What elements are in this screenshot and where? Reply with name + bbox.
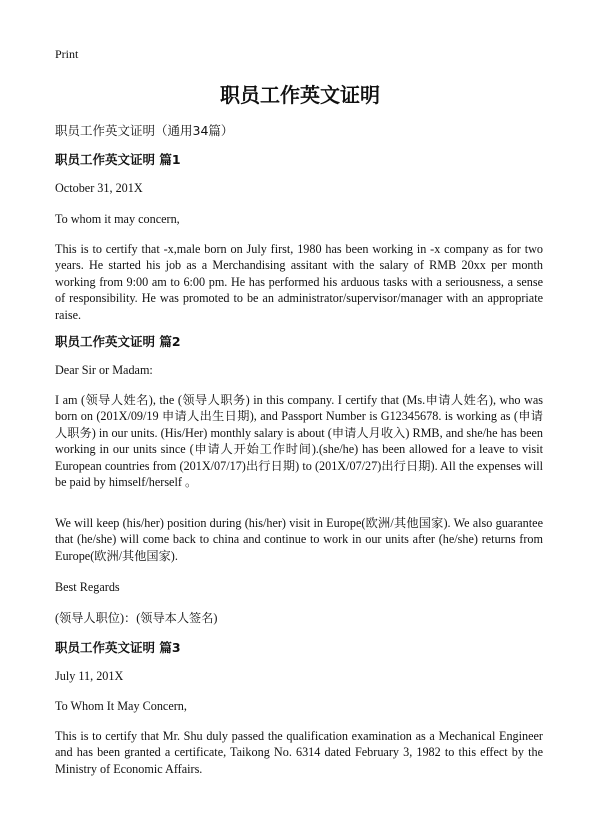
section-2-closing: Best Regards (55, 580, 120, 594)
section-1-heading: 职员工作英文证明 篇1 (55, 152, 181, 167)
section-2-paragraph-1: I am (领导人姓名), the (领导人职务) in this company. I certify that (Ms.申请人姓名), who was born on (201X/09/19 申请人出生日期), and Passport Number is G12345678. is working as (申请人职务) in our units. (His/Her) monthly salary is about (申请人月收入) RMB, and she/he has been working in our units since (申请人开始工作时间).(she/he) has been allowed for a leave to visit European countries from (201X/07/17)出行日期) to (201X/07/27)出行日期). All the expenses will be paid by himself/herself 。 (55, 393, 543, 490)
section-2-paragraph-2: We will keep (his/her) position during (his/her) visit in Europe(欧洲/其他国家). We also guarantee that (he/she) will come back to china and continue to work in our units after (he/she) returns from Europe(欧洲/其他国家). (55, 516, 543, 563)
section-3-date: July 11, 201X (55, 669, 124, 683)
page-title: 职员工作英文证明 (220, 83, 380, 107)
section-1-salutation: To whom it may concern, (55, 212, 180, 226)
section-2-salutation: Dear Sir or Madam: (55, 363, 153, 377)
section-3-paragraph: This is to certify that Mr. Shu duly passed the qualification examination as a Mechanical Engineer and has been granted a certificate, Taikong No. 6314 dated February 3, 1982 to this effect by the Ministry of Economic Affairs. (55, 729, 543, 776)
section-1-date: October 31, 201X (55, 181, 143, 195)
print-link[interactable]: Print (55, 47, 79, 61)
section-3-heading: 职员工作英文证明 篇3 (55, 640, 181, 655)
section-2-signature: (领导人职位)：(领导本人签名) (55, 611, 218, 625)
document-subtitle: 职员工作英文证明（通用34篇） (55, 123, 234, 138)
section-1-paragraph: This is to certify that -x,male born on July first, 1980 has been working in -x company as for two years. He started his job as a Merchandising assitant with the salary of RMB 20xx per month working from 9:00 am to 6:00 pm. He has performed his arduous tasks with a seriousness, a sense of responsibility. He was promoted to be an administrator/supervisor/manager with an appropriate raise. (55, 242, 543, 322)
section-3-salutation: To Whom It May Concern, (55, 699, 187, 713)
section-2-heading: 职员工作英文证明 篇2 (55, 334, 181, 349)
